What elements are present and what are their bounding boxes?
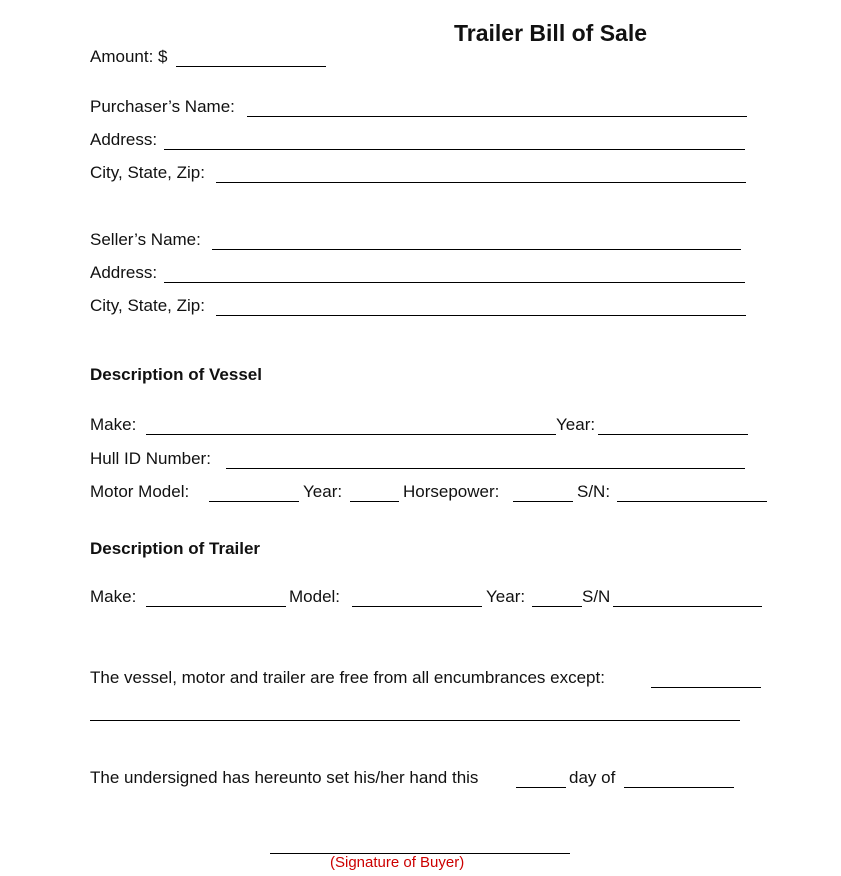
day-blank[interactable] — [516, 787, 566, 788]
encumbrance-blank-2[interactable] — [90, 720, 740, 721]
trailer-year-label: Year: — [486, 587, 526, 606]
motor-sn-label: S/N: — [577, 482, 611, 501]
purchaser-city-blank[interactable] — [216, 182, 746, 183]
trailer-model-blank[interactable] — [352, 606, 482, 607]
encumbrance-blank-1[interactable] — [651, 687, 761, 688]
motor-sn-blank[interactable] — [617, 501, 767, 502]
motor-year-label: Year: — [303, 482, 343, 501]
motor-year-blank[interactable] — [350, 501, 399, 502]
seller-city-blank[interactable] — [216, 315, 746, 316]
vessel-heading: Description of Vessel — [90, 365, 262, 384]
purchaser-name-label: Purchaser’s Name: — [90, 97, 235, 116]
purchaser-address-label: Address: — [90, 130, 158, 149]
trailer-year-blank[interactable] — [532, 606, 582, 607]
purchaser-address-blank[interactable] — [164, 149, 745, 150]
document-title: Trailer Bill of Sale — [454, 20, 648, 46]
trailer-model-label: Model: — [289, 587, 341, 606]
trailer-sn-label: S/N — [582, 587, 611, 606]
vessel-make-blank[interactable] — [146, 434, 556, 435]
motor-model-blank[interactable] — [209, 501, 299, 502]
seller-address-label: Address: — [90, 263, 158, 282]
horsepower-blank[interactable] — [513, 501, 573, 502]
amount-blank[interactable] — [176, 66, 326, 67]
trailer-heading: Description of Trailer — [90, 539, 261, 558]
seller-name-blank[interactable] — [212, 249, 741, 250]
motor-model-label: Motor Model: — [90, 482, 190, 501]
seller-city-label: City, State, Zip: — [90, 296, 205, 315]
hull-id-blank[interactable] — [226, 468, 745, 469]
day-of-text: day of — [569, 768, 616, 787]
vessel-make-label: Make: — [90, 415, 137, 434]
trailer-sn-blank[interactable] — [613, 606, 762, 607]
purchaser-city-label: City, State, Zip: — [90, 163, 205, 182]
horsepower-label: Horsepower: — [403, 482, 500, 501]
encumbrance-text: The vessel, motor and trailer are free from all encumbrances except: — [90, 668, 605, 687]
month-blank[interactable] — [624, 787, 734, 788]
amount-label: Amount: $ — [90, 47, 168, 66]
purchaser-name-blank[interactable] — [247, 116, 747, 117]
vessel-year-blank[interactable] — [598, 434, 748, 435]
seller-name-label: Seller’s Name: — [90, 230, 201, 249]
vessel-year-label: Year: — [556, 415, 596, 434]
signature-label: (Signature of Buyer) — [330, 854, 465, 871]
undersigned-text: The undersigned has hereunto set his/her hand this — [90, 768, 479, 787]
hull-id-label: Hull ID Number: — [90, 449, 211, 468]
trailer-make-blank[interactable] — [146, 606, 286, 607]
seller-address-blank[interactable] — [164, 282, 745, 283]
trailer-make-label: Make: — [90, 587, 137, 606]
